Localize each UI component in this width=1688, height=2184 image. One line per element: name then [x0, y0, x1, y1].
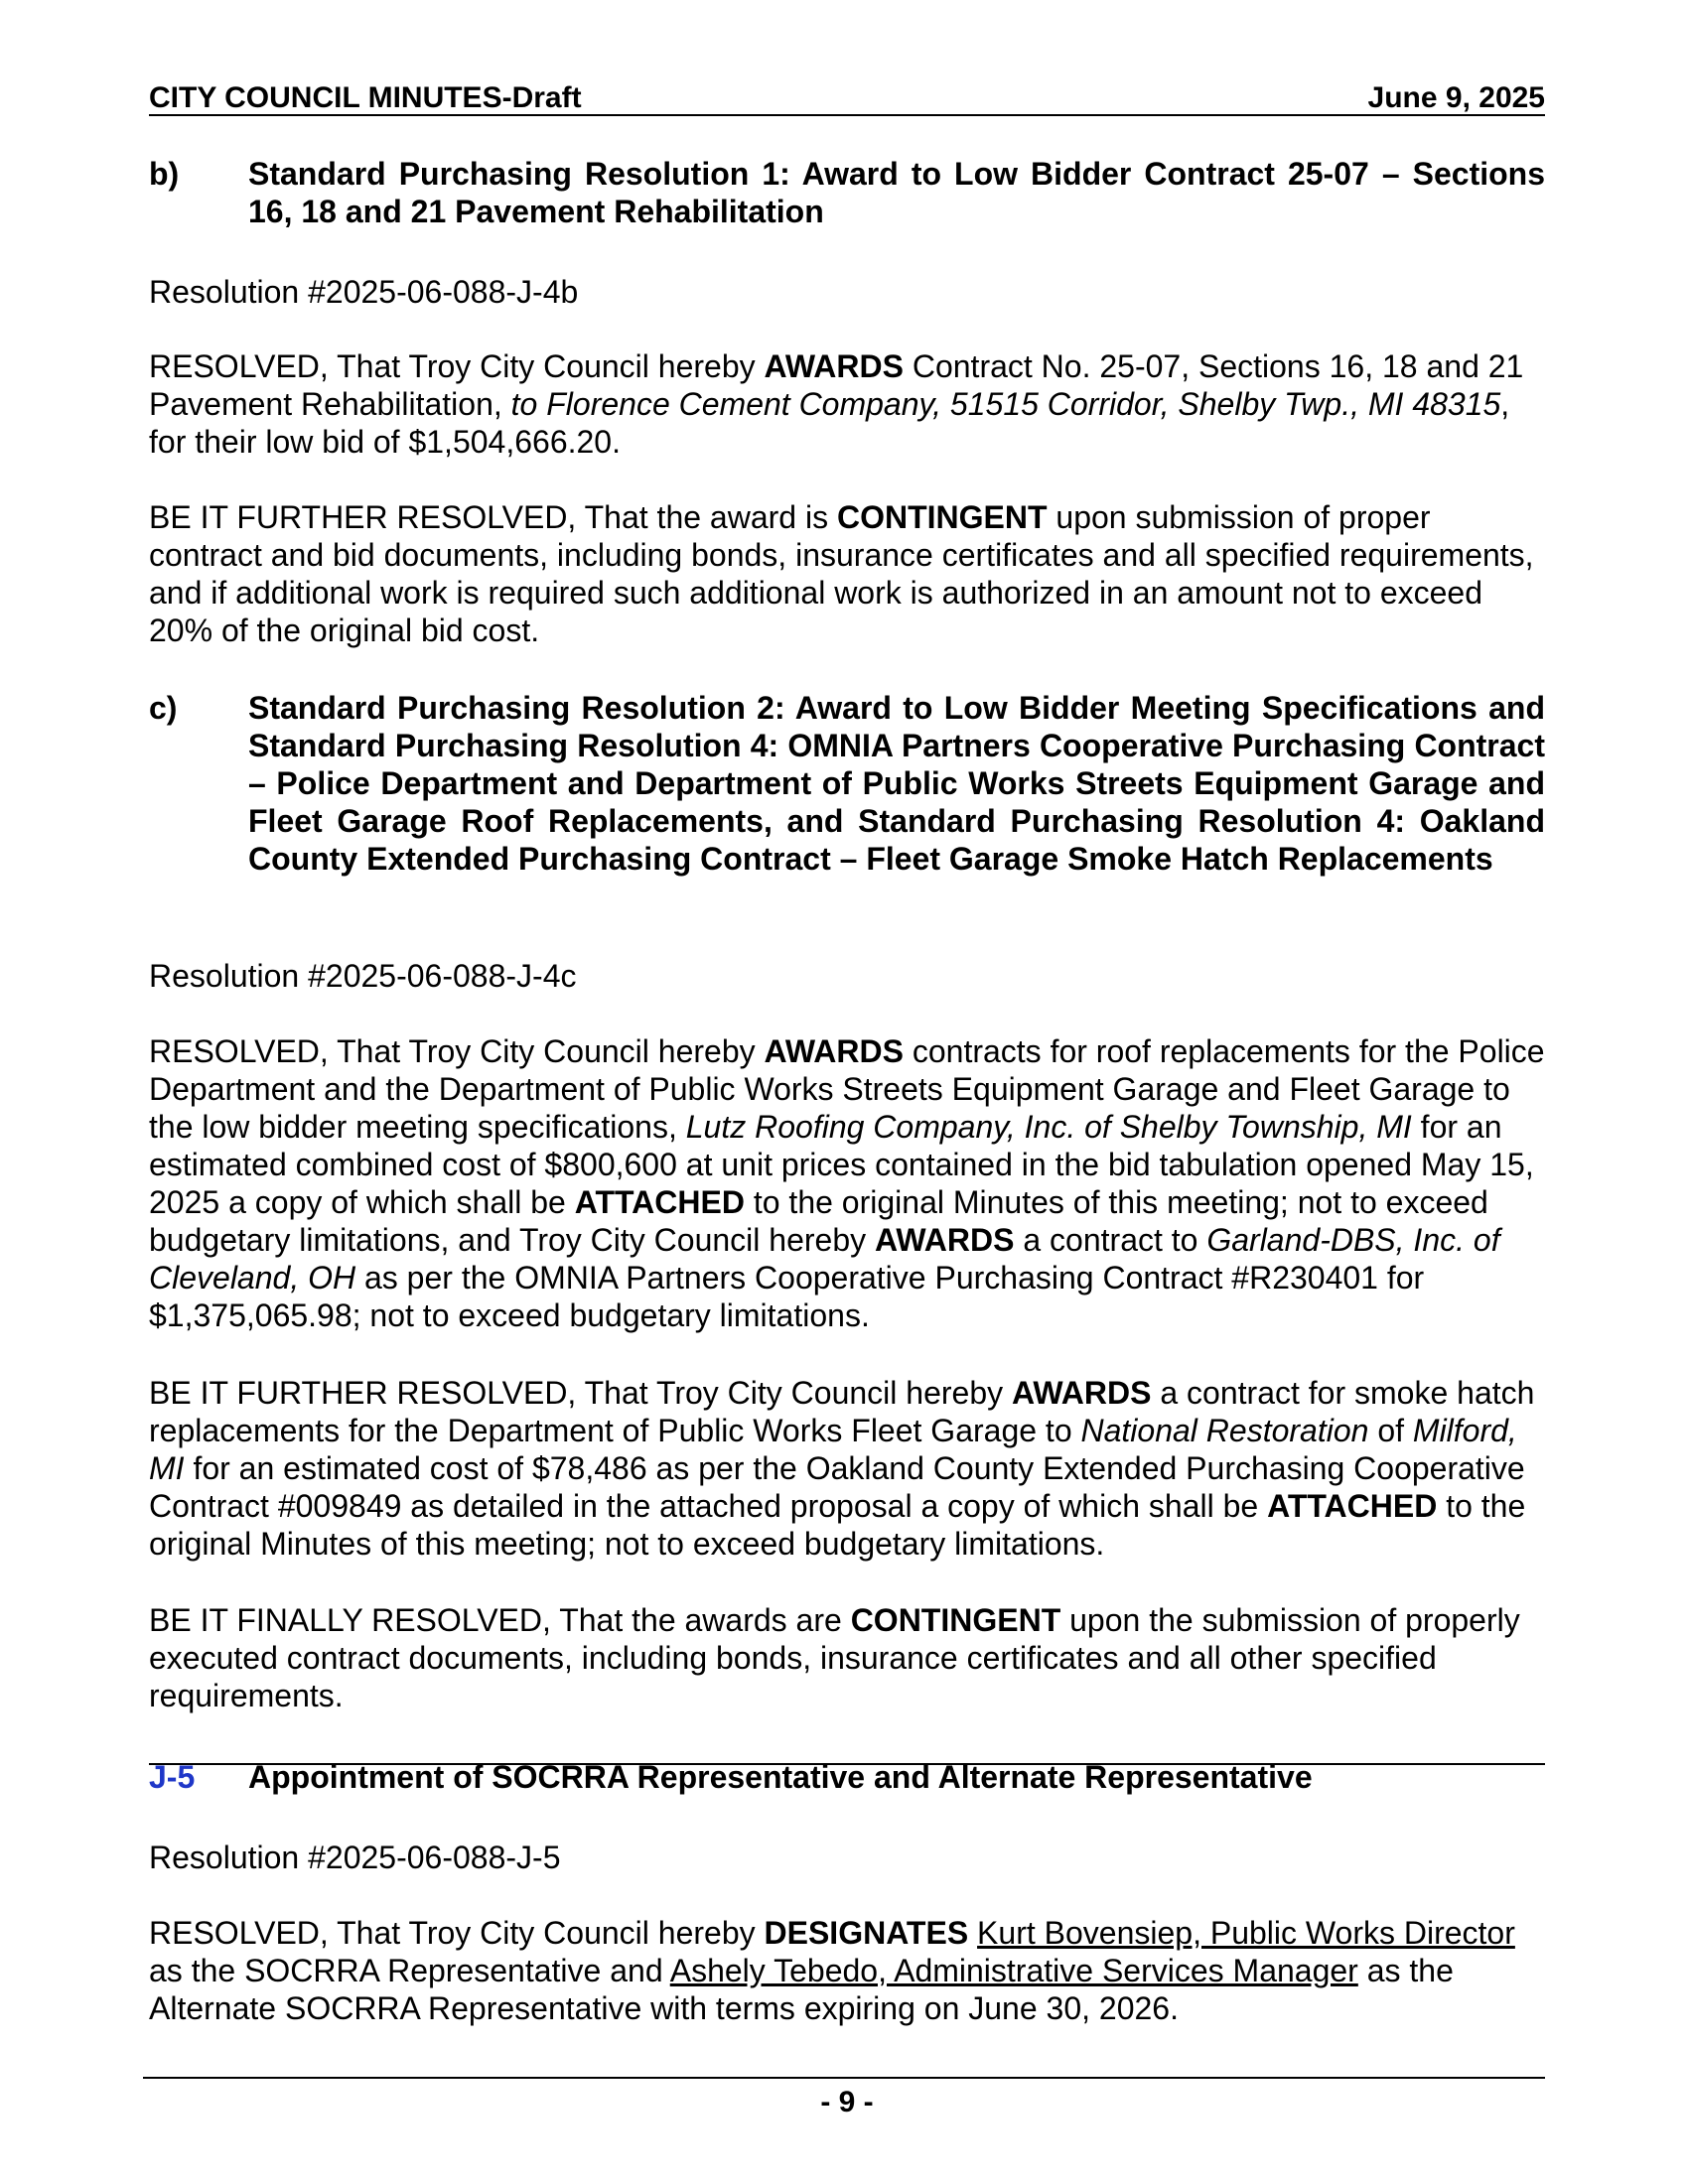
header-date: June 9, 2025: [1367, 81, 1545, 114]
item-c-paragraph-1: RESOLVED, That Troy City Council hereby AWARDS contracts for roof replacements for the Police Department and the Department of Public Works Streets Equipment Garage and Fleet Garage to the low bidder meeting specifications, Lutz Roofing Company, Inc. of Shelby Township, MI for an estimated combined cost of $800,600 at unit prices contained in the bid tabulation opened May 15, 2025 a copy of which shall be ATTACHED to the original Minutes of this meeting; not to exceed budgetary limitations, and Troy City Council hereby AWARDS a contract to Garland-DBS, Inc. of Cleveland, OH as per the OMNIA Partners Cooperative Purchasing Contract #R230401 for $1,375,065.98; not to exceed budgetary limitations.: [149, 1033, 1545, 1333]
item-c-title: Standard Purchasing Resolution 2: Award to Low Bidder Meeting Specifications and Standard Purchasing Resolution 4: OMNIA Partners Cooperative Purchasing Contract – Police Department and Department of Public Works Streets Equipment Garage and Fleet Garage Roof Replacements, and Standard Purchasing Resolution 4: Oakland County Extended Purchasing Contract – Fleet Garage Smoke Hatch Replacements: [248, 690, 1545, 877]
item-j5-label: J-5: [149, 1759, 196, 1795]
item-c-paragraph-2: BE IT FURTHER RESOLVED, That Troy City Council hereby AWARDS a contract for smoke hatch replacements for the Department of Public Works Fleet Garage to National Restoration of Milford, MI for an estimated cost of $78,486 as per the Oakland County Extended Purchasing Cooperative Contract #009849 as detailed in the attached proposal a copy of which shall be ATTACHED to the original Minutes of this meeting; not to exceed budgetary limitations.: [149, 1375, 1535, 1562]
item-b-label: b): [149, 156, 180, 192]
item-c-heading: [149, 689, 1545, 878]
page-number: - 9 -: [820, 2086, 874, 2118]
item-c-paragraph-3: BE IT FINALLY RESOLVED, That the awards are CONTINGENT upon the submission of properly executed contract documents, including bonds, insurance certificates and all other specified requirements.: [149, 1602, 1520, 1713]
item-b-heading: [149, 155, 1545, 230]
item-j5-title: Appointment of SOCRRA Representative and Alternate Representative: [248, 1759, 1313, 1795]
item-b-paragraph-2: BE IT FURTHER RESOLVED, That the award is CONTINGENT upon submission of proper contract and bid documents, including bonds, insurance certificates and all specified requirements, and if additional work is required such additional work is authorized in an amount not to exceed 20% of the original bid cost.: [149, 499, 1534, 648]
item-b-paragraph-1: RESOLVED, That Troy City Council hereby AWARDS Contract No. 25-07, Sections 16, 18 and 21 Pavement Rehabilitation, to Florence Cement Company, 51515 Corridor, Shelby Twp., MI 48315, for their low bid of $1,504,666.20.: [149, 348, 1524, 460]
item-j5-resolution-id: Resolution #2025-06-088-J-5: [149, 1840, 561, 1875]
item-c-label: c): [149, 690, 178, 726]
item-j5-paragraph-1: RESOLVED, That Troy City Council hereby DESIGNATES Kurt Bovensiep, Public Works Director as the SOCRRA Representative and Ashely Tebedo, Administrative Services Manager as the Alternate SOCRRA Representative with terms expiring on June 30, 2026.: [149, 1915, 1515, 2026]
page-header: [149, 82, 1545, 116]
item-b-resolution-id: Resolution #2025-06-088-J-4b: [149, 274, 579, 310]
item-b-title: Standard Purchasing Resolution 1: Award to Low Bidder Contract 25-07 – Sections 16, 18 and 21 Pavement Rehabilitation: [248, 156, 1545, 229]
item-j5-heading: [149, 1758, 1545, 1796]
item-c-resolution-id: Resolution #2025-06-088-J-4c: [149, 958, 577, 994]
footer-divider: [143, 2077, 1545, 2079]
header-title: CITY COUNCIL MINUTES-Draft: [149, 81, 582, 114]
